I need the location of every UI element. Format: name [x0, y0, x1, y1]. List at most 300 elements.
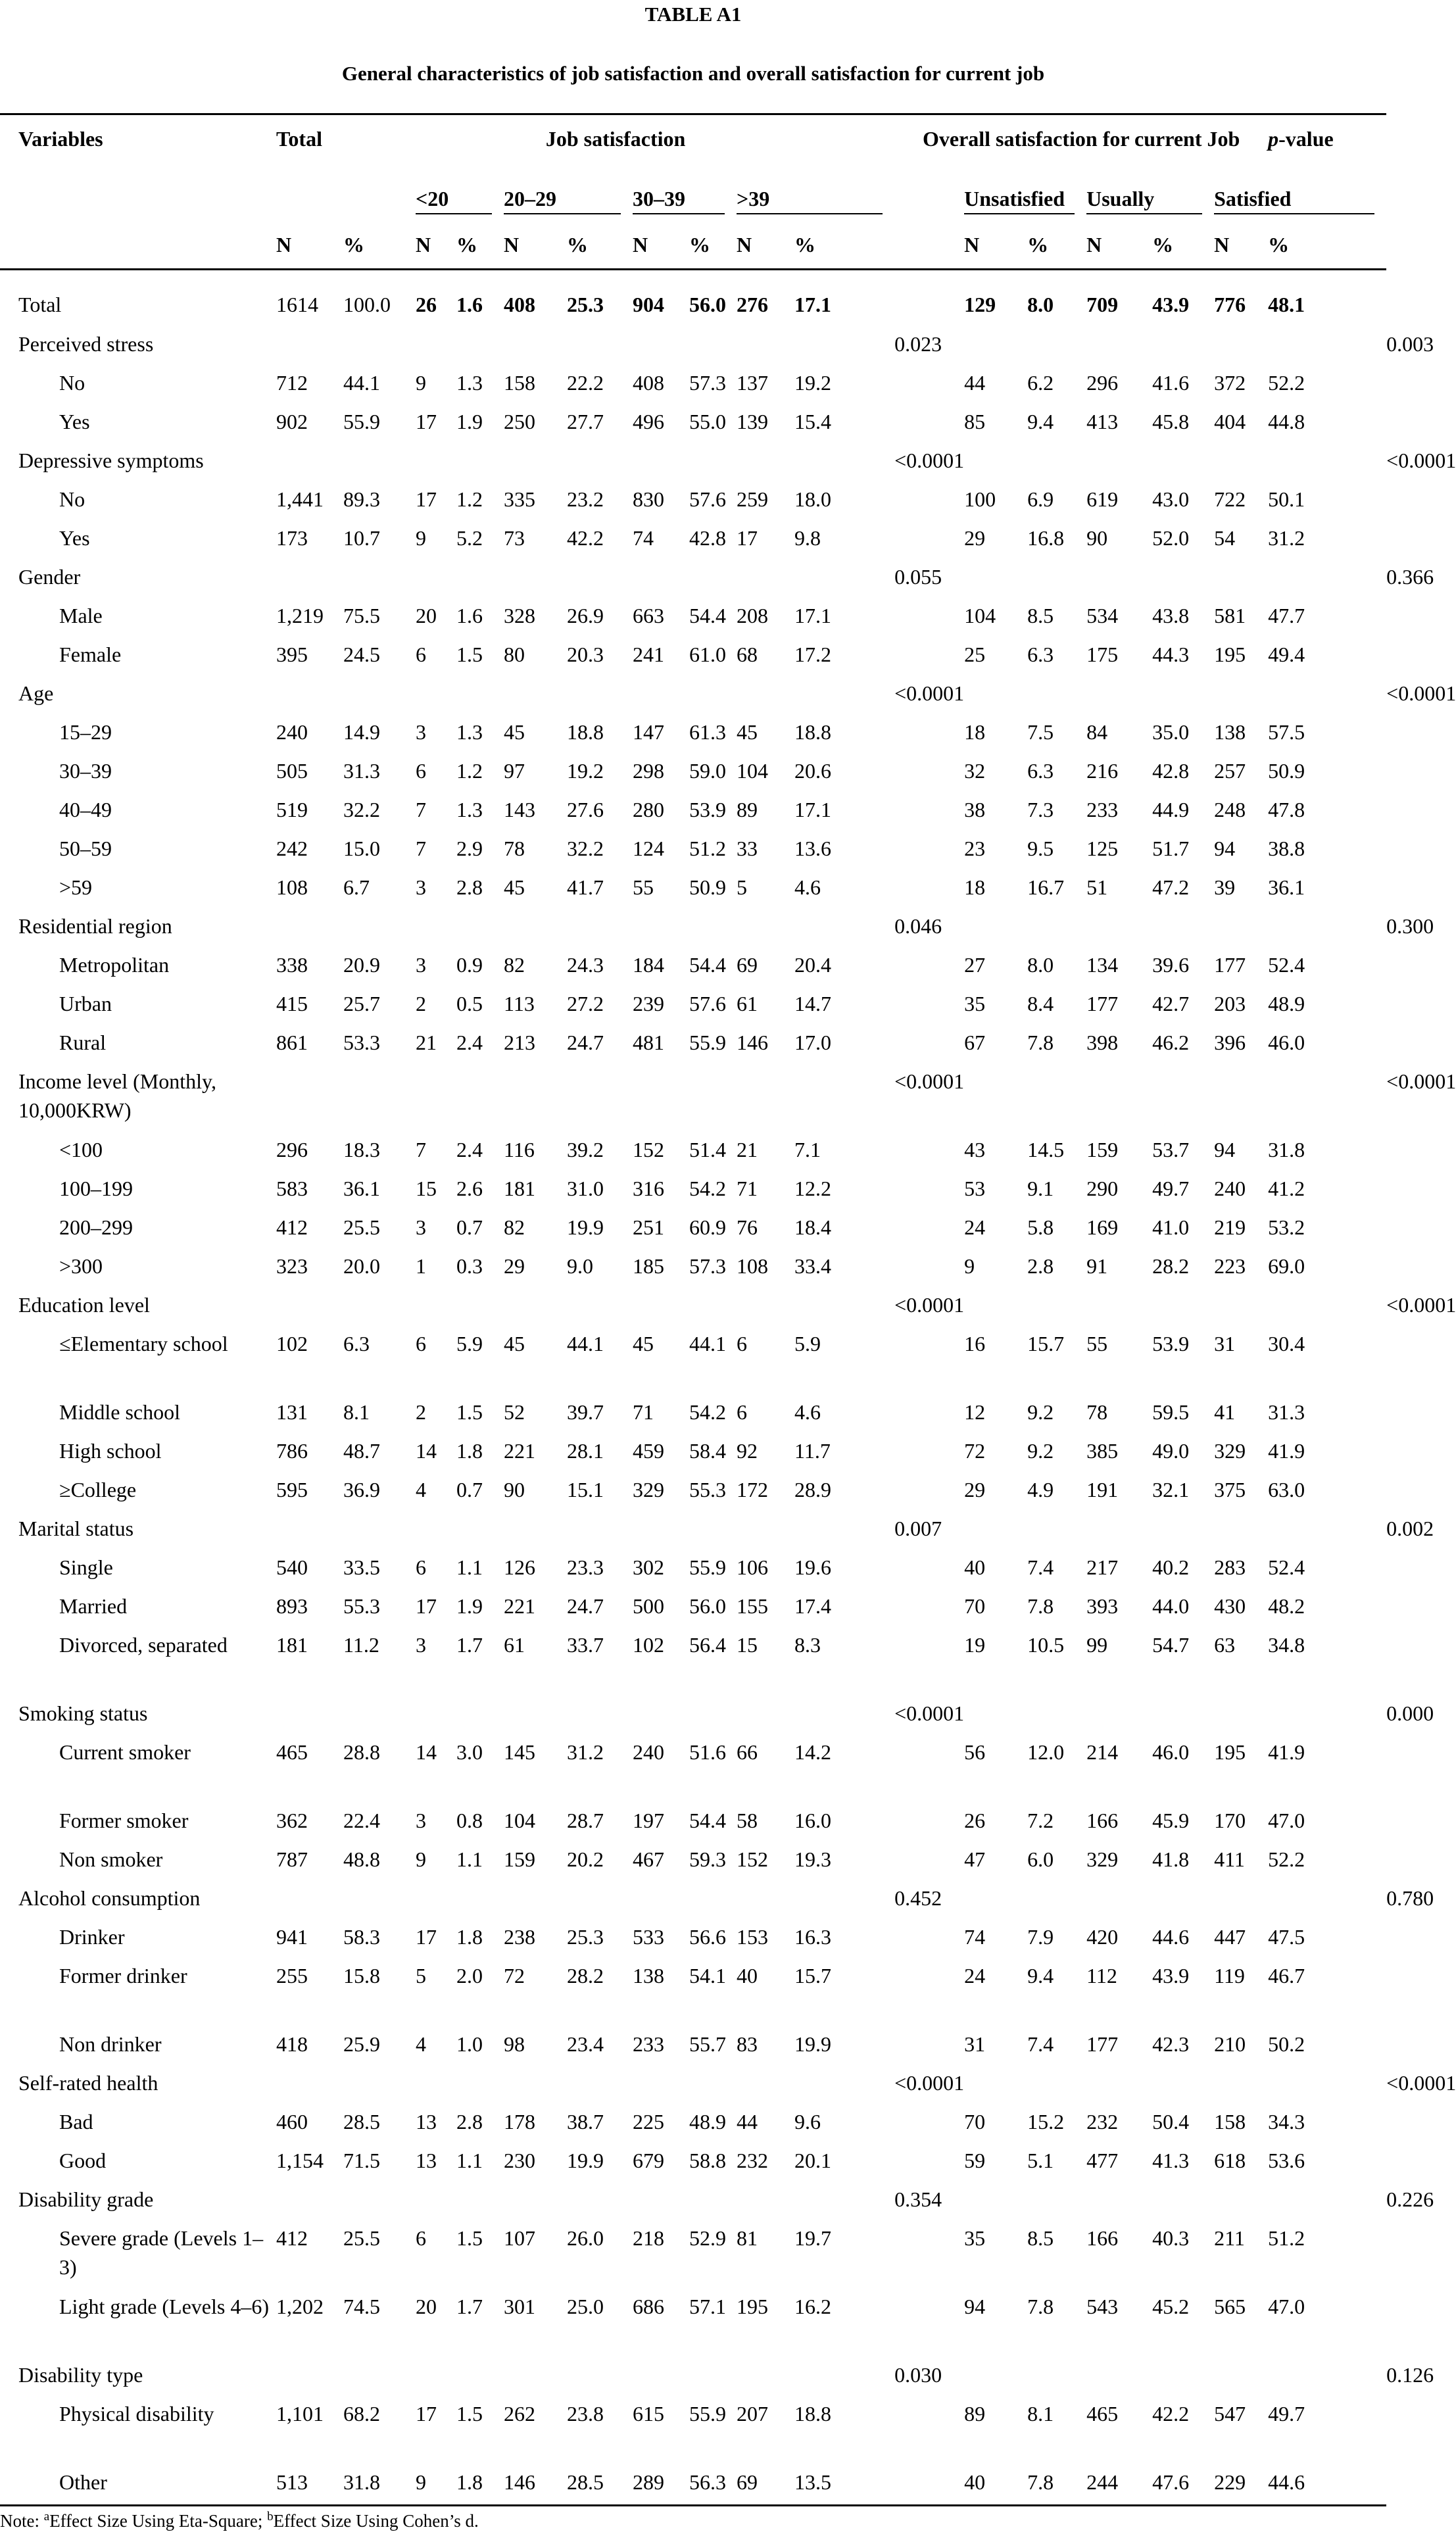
table-cell: 1.8 — [456, 1924, 483, 1949]
table-cell: 159 — [504, 1847, 536, 1871]
table-cell: 893 — [276, 1594, 308, 1618]
table-cell: 42.7 — [1152, 991, 1190, 1015]
table-cell — [894, 1165, 964, 1204]
table-cell: 91 — [1086, 1254, 1108, 1278]
table-cell: 20.4 — [794, 952, 832, 977]
header-js-group-gt39: >39 — [737, 183, 894, 225]
table-cell: 195 — [1214, 642, 1246, 666]
table-cell: 2.9 — [456, 836, 483, 860]
table-cell: 49.7 — [1152, 1176, 1190, 1200]
table-cell: 1.7 — [456, 1632, 483, 1657]
group-row: Income level (Monthly, 10,000KRW) <0.0001 <0.0001 — [0, 1058, 1386, 1127]
variable-label: Perceived stress — [18, 331, 154, 356]
table-cell: 18.8 — [567, 719, 604, 744]
group-row: Self-rated health <0.0001 <0.0001 — [0, 2060, 1386, 2099]
table-cell: 413 — [1086, 409, 1119, 433]
table-cell: 38.8 — [1268, 836, 1305, 860]
table-cell: 66 — [737, 1740, 758, 1764]
table-cell: 46.7 — [1268, 1963, 1305, 1987]
table-cell: 15.2 — [1027, 2109, 1065, 2134]
table-cell: 14 — [416, 1438, 437, 1463]
table-row — [0, 631, 1386, 670]
table-cell: 24 — [964, 1963, 986, 1987]
table-cell: 32 — [964, 758, 986, 783]
table-cell: 158 — [1214, 2109, 1246, 2134]
table-cell: 155 — [737, 1594, 769, 1618]
table-cell: 57.6 — [689, 487, 727, 511]
table-cell: 6 — [416, 1555, 427, 1579]
header-n: N — [276, 232, 292, 256]
table-cell: 15.4 — [794, 409, 832, 433]
table-cell: 39.6 — [1152, 952, 1190, 977]
table-cell: 17 — [416, 409, 437, 433]
table-row — [0, 1467, 1386, 1505]
table-cell: 170 — [1214, 1808, 1246, 1832]
table-cell: 5.8 — [1027, 1215, 1054, 1239]
table-cell: 166 — [1086, 2226, 1119, 2250]
table-cell: 477 — [1086, 2148, 1119, 2172]
table-cell: 55.0 — [689, 409, 727, 433]
table-cell: 51.4 — [689, 1137, 727, 1161]
table-cell: 39.7 — [567, 1400, 604, 1424]
table-cell: 19 — [964, 1632, 986, 1657]
table-cell: 24.5 — [343, 642, 380, 666]
table-cell: 16.0 — [794, 1808, 832, 1832]
table-cell: 47.2 — [1152, 875, 1190, 899]
table-cell: 329 — [1214, 1438, 1246, 1463]
table-cell: 496 — [633, 409, 665, 433]
table-cell: 40.2 — [1152, 1555, 1190, 1579]
table-row — [0, 2099, 1386, 2137]
table-cell: 61.0 — [689, 642, 727, 666]
table-cell: 19.6 — [794, 1555, 832, 1579]
table-cell: 6 — [416, 642, 427, 666]
table-cell: 250 — [504, 409, 536, 433]
table-cell: 581 — [1214, 603, 1246, 627]
table-cell: 43.0 — [1152, 487, 1190, 511]
table-cell: 2.8 — [456, 875, 483, 899]
table-cell: 61 — [737, 991, 758, 1015]
header-os-unsatisfied: Unsatisfied — [964, 183, 1086, 225]
table-cell: 5.9 — [456, 1331, 483, 1355]
table-cell: 45.2 — [1152, 2294, 1190, 2318]
table-cell: 8.1 — [1027, 2401, 1054, 2426]
table-cell: 26.9 — [567, 603, 604, 627]
variable-label: Income level (Monthly, 10,000KRW) — [18, 1069, 216, 1122]
p-value-job-satisfaction: 0.023 — [894, 331, 942, 356]
table-cell: 0.7 — [456, 1477, 483, 1501]
table-cell: 505 — [276, 758, 308, 783]
table-cell: 40 — [964, 2470, 986, 2494]
table-cell: 3 — [416, 875, 427, 899]
table-cell: 143 — [504, 797, 536, 821]
table-cell: 15 — [737, 1632, 758, 1657]
table-cell: 1,101 — [276, 2401, 324, 2426]
table-cell: 14.9 — [343, 719, 380, 744]
table-cell: 55.9 — [689, 2401, 727, 2426]
category-label: Non smoker — [59, 1847, 163, 1871]
table-cell: 225 — [633, 2109, 665, 2134]
table-cell: 59.3 — [689, 1847, 727, 1871]
table-cell: 9 — [416, 2470, 427, 2494]
table-cell: 6 — [416, 2226, 427, 2250]
table-cell: 1.2 — [456, 487, 483, 511]
table-cell — [894, 476, 964, 515]
table-cell: 94 — [1214, 1137, 1236, 1161]
table-cell: 185 — [633, 1254, 665, 1278]
table-cell: 20 — [416, 2294, 437, 2318]
table-cell: 415 — [276, 991, 308, 1015]
table-row — [0, 1914, 1386, 1953]
header-os-usually: Usually — [1086, 183, 1214, 225]
table-cell: 13 — [416, 2148, 437, 2172]
table-cell: 36.1 — [1268, 875, 1305, 899]
table-cell: 8.5 — [1027, 603, 1054, 627]
table-cell: 0.7 — [456, 1215, 483, 1239]
table-cell: 217 — [1086, 1555, 1119, 1579]
table-cell: 98 — [504, 2032, 525, 2056]
table-cell: 47.0 — [1268, 1808, 1305, 1832]
table-cell: 17.2 — [794, 642, 832, 666]
table-cell: 239 — [633, 991, 665, 1015]
table-cell: 177 — [1086, 2032, 1119, 2056]
table-cell: 6.7 — [343, 875, 370, 899]
table-cell: 56.3 — [689, 2470, 727, 2494]
table-cell: 1.5 — [456, 2226, 483, 2250]
table-cell: 58.4 — [689, 1438, 727, 1463]
category-label: No — [59, 487, 85, 511]
table-cell: 35.0 — [1152, 719, 1190, 744]
table-cell: 54.4 — [689, 1808, 727, 1832]
table-cell: 465 — [1086, 2401, 1119, 2426]
table-cell: 408 — [633, 370, 665, 395]
table-cell: 23.4 — [567, 2032, 604, 2056]
table-cell: 63 — [1214, 1632, 1236, 1657]
header-job-satisfaction: Job satisfaction — [545, 127, 686, 151]
header-n: N — [964, 232, 980, 256]
table-cell: 53.2 — [1268, 1215, 1305, 1239]
table-cell: 1.1 — [456, 1555, 483, 1579]
table-cell: 259 — [737, 487, 769, 511]
table-cell — [894, 1127, 964, 1165]
table-cell: 722 — [1214, 487, 1246, 511]
table-cell: 262 — [504, 2401, 536, 2426]
table-cell: 547 — [1214, 2401, 1246, 2426]
table-cell: 459 — [633, 1438, 665, 1463]
table-cell: 3 — [416, 1215, 427, 1239]
table-cell: 80 — [504, 642, 525, 666]
header-n: N — [737, 232, 752, 256]
p-value-job-satisfaction: <0.0001 — [894, 2070, 965, 2095]
table-cell: 55.7 — [689, 2032, 727, 2056]
table-cell: 12 — [964, 1400, 986, 1424]
table-cell: 1.3 — [456, 370, 483, 395]
table-cell: 25 — [964, 642, 986, 666]
table-cell: 57.6 — [689, 991, 727, 1015]
p-value-job-satisfaction: 0.055 — [894, 564, 942, 589]
table-cell: 31.8 — [1268, 1137, 1305, 1161]
table-cell — [894, 2391, 964, 2459]
table-cell: 89 — [964, 2401, 986, 2426]
category-label: Female — [59, 642, 122, 666]
table-cell: 43.8 — [1152, 603, 1190, 627]
table-row — [0, 1953, 1386, 2021]
table-cell: 61.3 — [689, 719, 727, 744]
table-row — [0, 2391, 1386, 2459]
table-cell: 28.2 — [567, 1963, 604, 1987]
table-cell: 1.5 — [456, 642, 483, 666]
table-cell: 175 — [1086, 642, 1119, 666]
table-cell: 42.8 — [1152, 758, 1190, 783]
table-cell: 4.9 — [1027, 1477, 1054, 1501]
table-cell: 26 — [964, 1808, 986, 1832]
table-cell: 595 — [276, 1477, 308, 1501]
table-cell: 34.3 — [1268, 2109, 1305, 2134]
table-cell: 17 — [416, 2401, 437, 2426]
table-cell: 54.4 — [689, 952, 727, 977]
table-cell: 31 — [964, 2032, 986, 2056]
table-cell: 15.0 — [343, 836, 380, 860]
table-cell: 412 — [276, 1215, 308, 1239]
table-cell: 7.1 — [794, 1137, 821, 1161]
category-label: Severe grade (Levels 1–3) — [59, 2226, 264, 2279]
table-cell: 565 — [1214, 2294, 1246, 2318]
table-cell: 57.3 — [689, 370, 727, 395]
table-cell: 44.3 — [1152, 642, 1190, 666]
table-cell: 20.2 — [567, 1847, 604, 1871]
table-cell: 904 — [633, 293, 665, 316]
table-cell: 15.7 — [794, 1963, 832, 1987]
table-cell: 74 — [633, 525, 654, 550]
category-label: ≥College — [59, 1477, 137, 1501]
table-cell: 33.7 — [567, 1632, 604, 1657]
table-cell: 25.3 — [567, 293, 604, 316]
table-cell: 7 — [416, 797, 427, 821]
table-cell: 15 — [416, 1176, 437, 1200]
table-cell: 2.4 — [456, 1137, 483, 1161]
group-row: Perceived stress 0.023 0.003 — [0, 321, 1386, 360]
table-cell: 49.0 — [1152, 1438, 1190, 1463]
table-cell: 430 — [1214, 1594, 1246, 1618]
category-label: >59 — [59, 875, 93, 899]
table-cell: 35 — [964, 991, 986, 1015]
table-cell — [894, 1019, 964, 1058]
table-cell: 126 — [504, 1555, 536, 1579]
table-cell: 8.1 — [343, 1400, 370, 1424]
table-cell: 4 — [416, 1477, 427, 1501]
category-label: Total — [18, 293, 62, 316]
table-note: Note: $^a$Effect Size Using Eta-Square; $^b$Effect Size Using Cohen’s d. — [0, 2504, 1386, 2534]
group-row: Education level <0.0001 <0.0001 — [0, 1282, 1386, 1321]
table-cell: 41.9 — [1268, 1438, 1305, 1463]
table-cell: 283 — [1214, 1555, 1246, 1579]
table-cell — [894, 2137, 964, 2176]
table-cell: 47.6 — [1152, 2470, 1190, 2494]
table-cell: 48.8 — [343, 1847, 380, 1871]
table-cell: 6.0 — [1027, 1847, 1054, 1871]
table-cell: 0.9 — [456, 952, 483, 977]
table-cell: 58.8 — [689, 2148, 727, 2172]
table-cell: 6.3 — [1027, 642, 1054, 666]
table-cell: 16.2 — [794, 2294, 832, 2318]
table-cell: 56.4 — [689, 1632, 727, 1657]
variable-label: Disability grade — [18, 2187, 154, 2211]
table-cell: 53.7 — [1152, 1137, 1190, 1161]
table-cell: 28.7 — [567, 1808, 604, 1832]
table-row — [0, 1428, 1386, 1467]
table-cell: 41 — [1214, 1400, 1236, 1424]
table-cell: 81 — [737, 2226, 758, 2250]
table-cell: 21 — [416, 1030, 437, 1054]
table-cell: 372 — [1214, 370, 1246, 395]
table-cell: 131 — [276, 1400, 308, 1424]
table-cell: 43.9 — [1152, 1963, 1190, 1987]
table-cell: 221 — [504, 1438, 536, 1463]
table-cell: 108 — [276, 875, 308, 899]
table-cell: 177 — [1214, 952, 1246, 977]
table-cell: 375 — [1214, 1477, 1246, 1501]
header-p-value-2: p-value — [1268, 127, 1334, 151]
table-cell: 145 — [504, 1740, 536, 1764]
table-row — [0, 1836, 1386, 1875]
table-cell: 786 — [276, 1438, 308, 1463]
table-cell: 248 — [1214, 797, 1246, 821]
table-cell: 418 — [276, 2032, 308, 2056]
table-cell: 68.2 — [343, 2401, 380, 2426]
table-cell: 129 — [964, 293, 996, 316]
table-cell: 46.2 — [1152, 1030, 1190, 1054]
table-cell: 55.9 — [689, 1030, 727, 1054]
table-row — [0, 1797, 1386, 1836]
table-cell: 31 — [1214, 1331, 1236, 1355]
table-cell: 125 — [1086, 836, 1119, 860]
table-cell: 1,202 — [276, 2294, 324, 2318]
table-cell: 100.0 — [343, 293, 391, 316]
table-cell: 2.8 — [1027, 1254, 1054, 1278]
table-cell: 214 — [1086, 1740, 1119, 1764]
table-cell: 74.5 — [343, 2294, 380, 2318]
table-row — [0, 476, 1386, 515]
table-cell: 69 — [737, 2470, 758, 2494]
table-cell: 41.2 — [1268, 1176, 1305, 1200]
category-label: Former drinker — [59, 1963, 187, 1987]
table-cell: 15.7 — [1027, 1331, 1065, 1355]
table-cell: 104 — [504, 1808, 536, 1832]
category-label: Divorced, separated — [59, 1632, 228, 1657]
table-cell: 137 — [737, 370, 769, 395]
group-row: Alcohol consumption 0.452 0.780 — [0, 1875, 1386, 1914]
variable-label: Alcohol consumption — [18, 1886, 201, 1910]
table-cell: 20 — [416, 603, 437, 627]
table-cell: 47.0 — [1268, 2294, 1305, 2318]
header-pct: % — [1268, 232, 1290, 256]
table-cell: 33.5 — [343, 1555, 380, 1579]
table-cell: 41.9 — [1268, 1740, 1305, 1764]
table-cell: 17.0 — [794, 1030, 832, 1054]
table-cell: 230 — [504, 2148, 536, 2172]
table-cell: 17.1 — [794, 797, 832, 821]
table-cell: 519 — [276, 797, 308, 821]
table-cell: 861 — [276, 1030, 308, 1054]
table-cell: 395 — [276, 642, 308, 666]
table-cell: 70 — [964, 1594, 986, 1618]
table-cell: 5.2 — [456, 525, 483, 550]
table-cell: 481 — [633, 1030, 665, 1054]
table-cell: 153 — [737, 1924, 769, 1949]
table-cell — [894, 981, 964, 1019]
table-cell: 20.9 — [343, 952, 380, 977]
table-cell: 158 — [504, 370, 536, 395]
group-row: Gender 0.055 0.366 — [0, 554, 1386, 593]
category-label: Drinker — [59, 1924, 125, 1949]
table-cell: 29 — [504, 1254, 525, 1278]
table-cell: 48.9 — [689, 2109, 727, 2134]
table-cell: 17.1 — [794, 603, 832, 627]
table-cell: 44.6 — [1152, 1924, 1190, 1949]
table-cell: 301 — [504, 2294, 536, 2318]
header-pct: % — [1027, 232, 1049, 256]
table-cell: 82 — [504, 952, 525, 977]
variable-label: Age — [18, 681, 54, 705]
table-cell: 40 — [964, 1555, 986, 1579]
variable-label: Smoking status — [18, 1701, 148, 1725]
table-cell: 1.8 — [456, 2470, 483, 2494]
table-cell: 54 — [1214, 525, 1236, 550]
table-cell: 31.2 — [567, 1740, 604, 1764]
table-cell: 67 — [964, 1030, 986, 1054]
table-cell: 1614 — [276, 293, 318, 316]
category-label: Physical disability — [59, 2401, 214, 2426]
table-cell: 787 — [276, 1847, 308, 1871]
table-cell: 16.3 — [794, 1924, 832, 1949]
category-label: Yes — [59, 525, 90, 550]
characteristics-table — [0, 113, 1456, 2498]
table-cell: 56.0 — [689, 293, 727, 316]
header-n: N — [416, 232, 431, 256]
table-cell: 28.9 — [794, 1477, 832, 1501]
header-js-group-30-39: 30–39 — [633, 183, 737, 225]
table-cell: 465 — [276, 1740, 308, 1764]
table-cell: 63.0 — [1268, 1477, 1305, 1501]
header-pct: % — [689, 232, 711, 256]
table-cell: 338 — [276, 952, 308, 977]
table-cell: 50.1 — [1268, 487, 1305, 511]
header-n: N — [1214, 232, 1230, 256]
table-cell: 1,441 — [276, 487, 324, 511]
table-cell: 257 — [1214, 758, 1246, 783]
header-pct: % — [1152, 232, 1174, 256]
table-cell: 6 — [416, 758, 427, 783]
table-cell: 830 — [633, 487, 665, 511]
table-cell: 6.9 — [1027, 487, 1054, 511]
table-row — [0, 981, 1386, 1019]
table-cell: 19.2 — [567, 758, 604, 783]
table-cell: 534 — [1086, 603, 1119, 627]
p-value-job-satisfaction: 0.030 — [894, 2362, 942, 2387]
table-cell: 52.9 — [689, 2226, 727, 2250]
table-cell: 47.5 — [1268, 1924, 1305, 1949]
table-cell: 146 — [737, 1030, 769, 1054]
table-cell: 1.1 — [456, 2148, 483, 2172]
table-cell: 72 — [504, 1963, 525, 1987]
header-overall-satisfaction: Overall satisfaction for current Job — [922, 127, 1240, 151]
table-cell: 404 — [1214, 409, 1246, 433]
table-cell: 44.6 — [1268, 2470, 1305, 2494]
header-pct: % — [456, 232, 478, 256]
table-cell — [894, 593, 964, 631]
variable-label: Depressive symptoms — [18, 448, 204, 472]
table-cell: 53.3 — [343, 1030, 380, 1054]
